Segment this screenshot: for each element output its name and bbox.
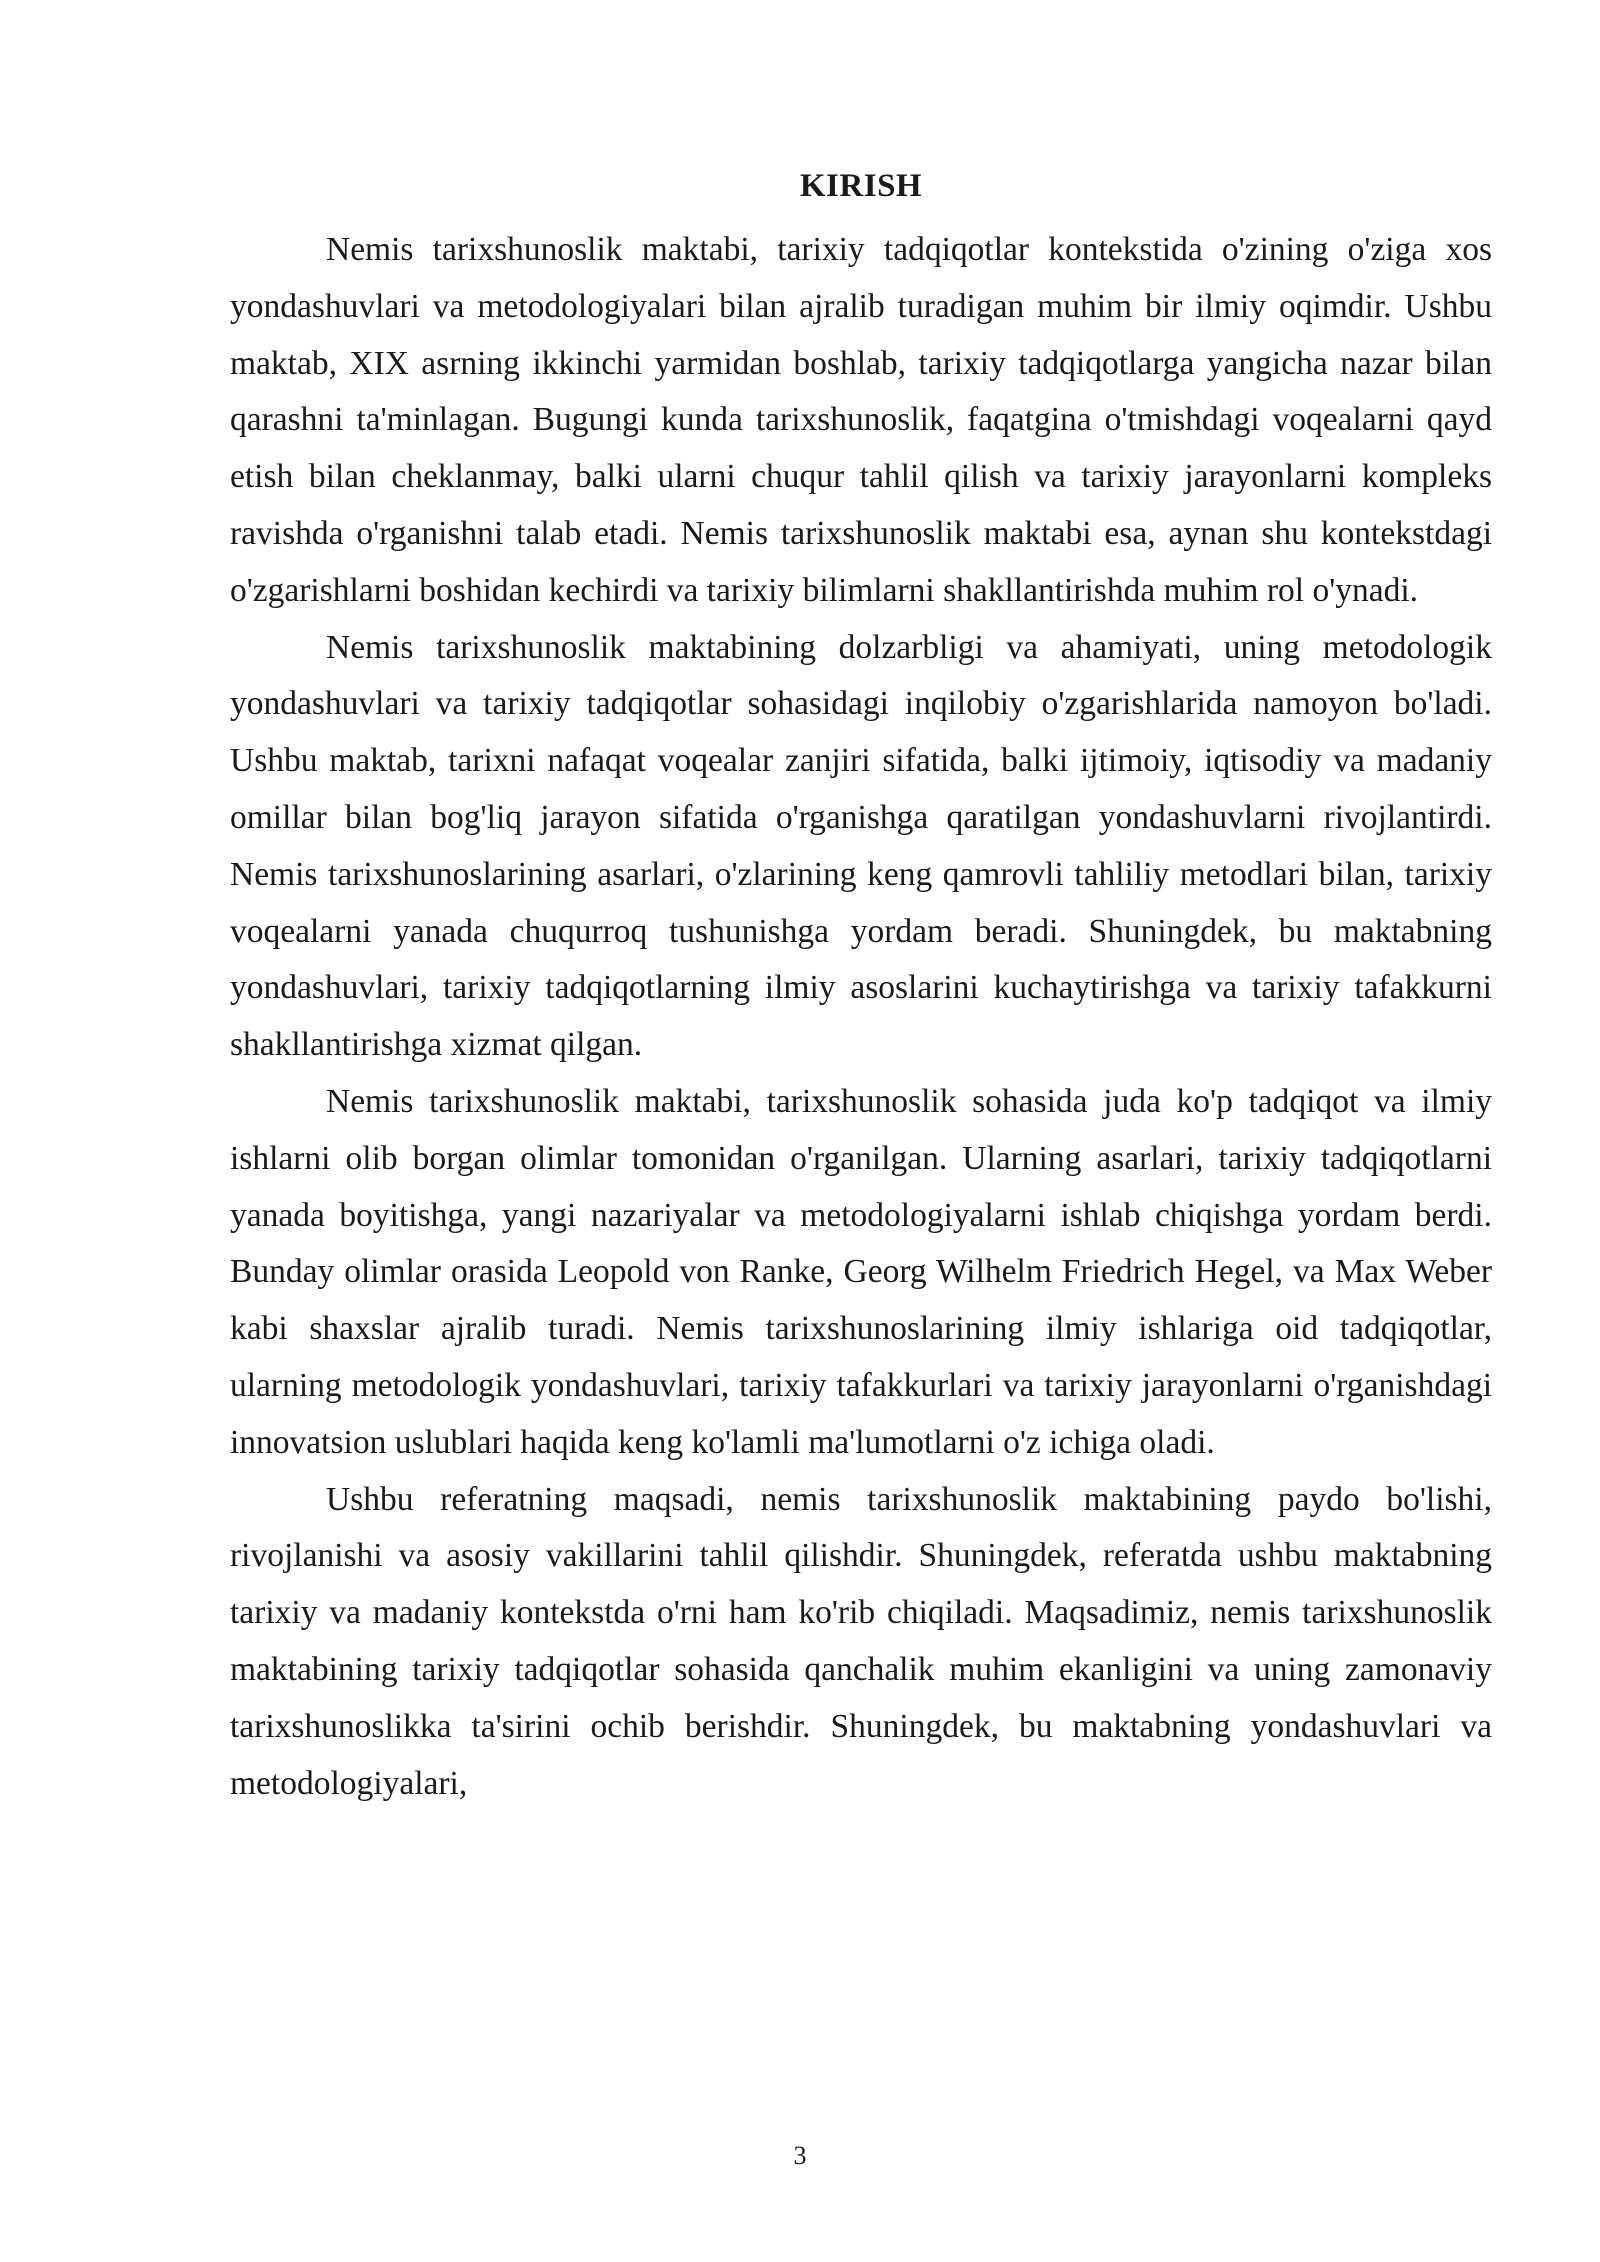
document-page bbox=[230, 162, 1492, 1812]
page-number: 3 bbox=[793, 2141, 807, 2170]
paragraph-3: Nemis tarixshunoslik maktabi, tarixshunoslik sohasida juda ko'p tadqiqot va ilmiy ishlarni olib borgan olimlar tomonidan o'rganilgan. Ularning asarlari, tarixiy tadqiqotlarni yanada boyitishga, yangi nazariyalar va metodologiyalarni ishlab chiqishga yordam berdi. Bunday olimlar orasida Leopold von Ranke, Georg Wilhelm Friedrich Hegel, va Max Weber kabi shaxslar ajralib turadi. Nemis tarixshunoslarining ilmiy ishlariga oid tadqiqotlar, ularning metodologik yondashuvlari, tarixiy tafakkurlari va tarixiy jarayonlarni o'rganishdagi innovatsion uslublari haqida keng ko'lamli ma'lumotlarni o'z ichiga oladi. bbox=[230, 1082, 1492, 1461]
paragraph-1: Nemis tarixshunoslik maktabi, tarixiy tadqiqotlar kontekstida o'zining o'ziga xos yondashuvlari va metodologiyalari bilan ajralib turadigan muhim bir ilmiy oqimdir. Ushbu maktab, XIX asrning ikkinchi yarmidan boshlab, tarixiy tadqiqotlarga yangicha nazar bilan qarashni ta'minlagan. Bugungi kunda tarixshunoslik, faqatgina o'tmishdagi voqealarni qayd etish bilan cheklanmay, balki ularni chuqur tahlil qilish va tarixiy jarayonlarni kompleks ravishda o'rganishni talab etadi. Nemis tarixshunoslik maktabi esa, aynan shu kontekstdagi o'zgarishlarni boshidan kechirdi va tarixiy bilimlarni shakllantirishda muhim rol o'ynadi. bbox=[230, 231, 1492, 609]
paragraph-2: Nemis tarixshunoslik maktabining dolzarbligi va ahamiyati, uning metodologik yondashuvlari va tarixiy tadqiqotlar sohasidagi inqilobiy o'zgarishlarida namoyon bo'ladi. Ushbu maktab, tarixni nafaqat voqealar zanjiri sifatida, balki ijtimoiy, iqtisodiy va madaniy omillar bilan bog'liq jarayon sifatida o'rganishga qaratilgan yondashuvlarni rivojlantirdi. Nemis tarixshunoslarining asarlari, o'zlarining keng qamrovli tahliliy metodlari bilan, tarixiy voqealarni yanada chuqurroq tushunishga yordam beradi. Shuningdek, bu maktabning yondashuvlari, tarixiy tadqiqotlarning ilmiy asoslarini kuchaytirishga va tarixiy tafakkurni shakllantirishga xizmat qilgan. bbox=[230, 628, 1492, 1064]
section-title: KIRISH bbox=[799, 168, 923, 204]
paragraph-4: Ushbu referatning maqsadi, nemis tarixshunoslik maktabining paydo bo'lishi, rivojlanishi va asosiy vakillarini tahlil qilishdir. Shuningdek, referatda ushbu maktabning tarixiy va madaniy kontekstda o'rni ham ko'rib chiqiladi. Maqsadimiz, nemis tarixshunoslik maktabining tarixiy tadqiqotlar sohasida qanchalik muhim ekanligini va uning zamonaviy tarixshunoslikka ta'sirini ochib berishdir. Shuningdek, bu maktabning yondashuvlari va metodologiyalari, bbox=[230, 1480, 1492, 1802]
